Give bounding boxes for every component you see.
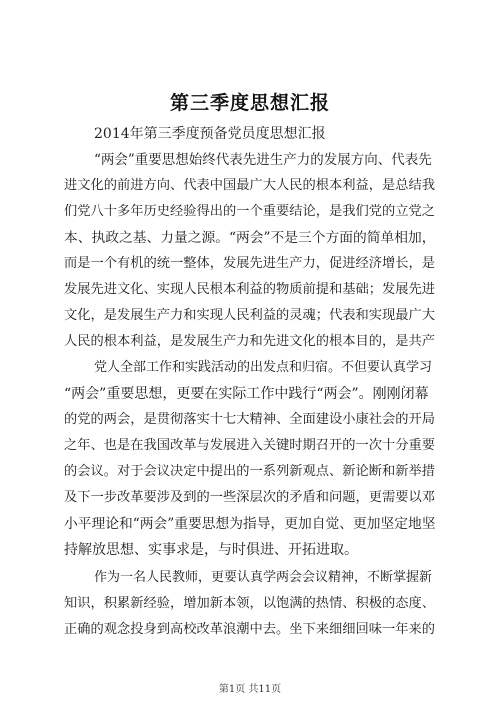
body-line: 发展先进文化、实现人民根本利益的物质前提和基础；发展先进: [64, 282, 436, 297]
body-line: 及下一步改革要涉及到的一些深层次的矛盾和问题，更需要以邓: [64, 490, 436, 505]
body-line: 小平理论和“两会”重要思想为指导，更加自觉、更加坚定地坚: [64, 516, 436, 532]
body-line: 本、执政之基、力量之源。“两会”不是三个方面的简单相加，: [64, 230, 436, 246]
body-line: 作为一名人民教师，更要认真学两会会议精神，不断掌握新: [94, 570, 433, 585]
body-line: “两会”重要思想始终代表先进生产力的发展方向、代表先: [94, 152, 432, 168]
body-line: 之年、也是在我国改革与发展进入关键时期召开的一次十分重要: [64, 438, 436, 453]
body-line: 的会议。对于会议决定中提出的一系列新观点、新论断和新举措: [64, 464, 436, 479]
page-footer: 第1页 共11页: [218, 684, 282, 695]
body-line: 文化，是发展生产力和实现人民利益的灵魂；代表和实现最广大: [64, 308, 436, 323]
document-subtitle: 2014年第三季度预备党员度思想汇报: [94, 126, 326, 142]
body-line: 进文化的前进方向、代表中国最广大人民的根本利益，是总结我: [64, 178, 436, 193]
document-title: 第三季度思想汇报: [169, 92, 330, 114]
body-line: 而是一个有机的统一整体，发展先进生产力，促进经济增长，是: [64, 256, 436, 271]
body-line: 的党的两会，是贯彻落实十七大精神、全面建设小康社会的开局: [64, 412, 436, 427]
body-line: 正确的观念投身到高校改革浪潮中去。坐下来细细回味一年来的: [64, 622, 436, 637]
body-line: 们党八十多年历史经验得出的一个重要结论，是我们党的立党之: [64, 204, 436, 219]
body-line: 知识，积累新经验，增加新本领，以饱满的热情、积极的态度、: [64, 596, 436, 611]
body-line: “两会”重要思想，更要在实际工作中践行“两会”。刚刚闭幕: [64, 386, 429, 402]
body-line: 党人全部工作和实践活动的出发点和归宿。不但要认真学习: [94, 360, 433, 375]
body-line: 人民的根本利益，是发展生产力和先进文化的根本目的，是共产: [64, 334, 436, 349]
body-line: 持解放思想、实事求是，与时俱进、开拓进取。: [64, 542, 358, 558]
